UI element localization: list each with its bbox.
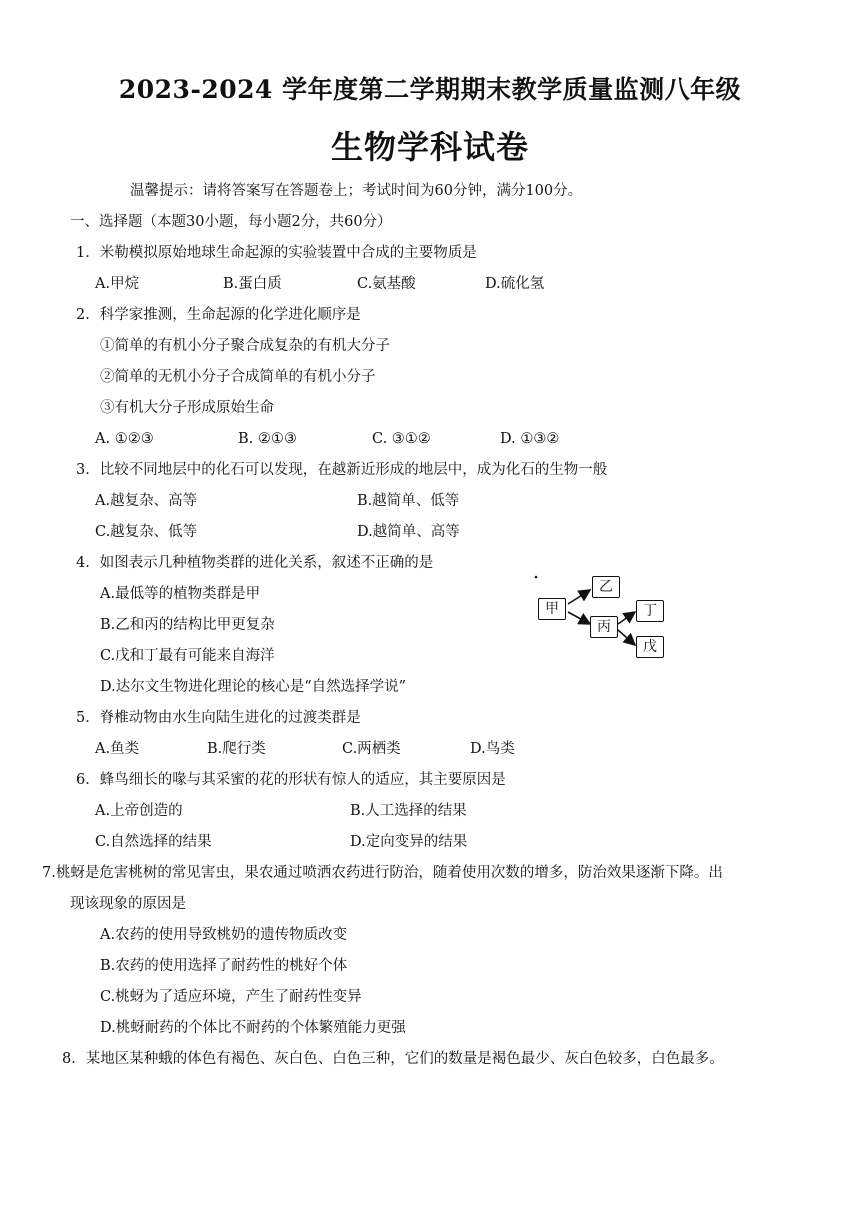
diagram-dot	[535, 576, 538, 579]
question-7-option-a: A.农药的使用导致桃奶的遗传物质改变	[100, 927, 348, 943]
question-5-stem: 5．脊椎动物由水生向陆生进化的过渡类群是	[76, 710, 361, 726]
question-1-option-a: A.甲烷	[95, 276, 140, 292]
question-3-stem: 3．比较不同地层中的化石可以发现，在越新近形成的地层中，成为化石的生物一般	[76, 462, 608, 478]
question-1-option-b: B.蛋白质	[223, 276, 282, 292]
question-2-option-a: A. ①②③	[95, 431, 154, 447]
question-1-stem: 1．米勒模拟原始地球生命起源的实验装置中合成的主要物质是	[76, 245, 477, 261]
arrow-jia-to-bing	[568, 612, 590, 624]
question-4-option-b: B.乙和丙的结构比甲更复杂	[100, 617, 275, 633]
exam-title: 2023-2024 学年度第二学期期末教学质量监测八年级	[118, 75, 742, 104]
arrow-bing-to-wu	[618, 630, 635, 645]
question-6-option-d: D.定向变异的结果	[350, 834, 468, 850]
plant-evolution-diagram	[528, 570, 678, 670]
question-6-option-a: A.上帝创造的	[95, 803, 183, 819]
question-7-option-d: D.桃蚜耐药的个体比不耐药的个体繁殖能力更强	[100, 1020, 406, 1036]
question-2-item-3: ③有机大分子形成原始生命	[100, 400, 274, 416]
question-5-option-d: D.鸟类	[470, 741, 515, 757]
question-3-option-d: D.越简单、高等	[357, 524, 460, 540]
question-5-option-c: C.两栖类	[342, 741, 401, 757]
diagram-node-yi: 乙	[592, 576, 620, 598]
question-2-item-2: ②简单的无机小分子合成简单的有机小分子	[100, 369, 376, 385]
question-3-option-b: B.越简单、低等	[357, 493, 460, 509]
diagram-node-jia: 甲	[538, 598, 566, 620]
question-2-item-1: ①简单的有机小分子聚合成复杂的有机大分子	[100, 338, 390, 354]
exam-subject-title: 生物学科试卷	[330, 128, 529, 166]
question-4-stem: 4．如图表示几种植物类群的进化关系，叙述不正确的是	[76, 555, 434, 571]
question-7-stem-line1: 7.桃蚜是危害桃树的常见害虫，果农通过喷洒农药进行防治，随着使用次数的增多，防治效果逐渐下降。出	[42, 865, 723, 881]
question-8-stem: 8．某地区某种蛾的体色有褐色、灰白色、白色三种，它们的数量是褐色最少、灰白色较多，白色最多。	[62, 1051, 724, 1067]
question-6-stem: 6．蜂鸟细长的喙与其采蜜的花的形状有惊人的适应，其主要原因是	[76, 772, 506, 788]
question-1-option-c: C.氨基酸	[357, 276, 416, 292]
question-2-option-d: D. ①③②	[500, 431, 560, 447]
question-1-option-d: D.硫化氢	[485, 276, 545, 292]
exam-tip: 温馨提示：请将答案写在答题卷上；考试时间为60分钟，满分100分。	[130, 183, 583, 199]
question-3-option-a: A.越复杂、高等	[95, 493, 198, 509]
section-heading: 一、选择题（本题30小题，每小题2分，共60分）	[70, 214, 392, 230]
question-5-option-b: B.爬行类	[207, 741, 266, 757]
question-7-option-b: B.农药的使用选择了耐药性的桃好个体	[100, 958, 348, 974]
question-4-option-d: D.达尔文生物进化理论的核心是“自然选择学说”	[100, 679, 407, 695]
question-6-option-c: C.自然选择的结果	[95, 834, 212, 850]
diagram-node-bing: 丙	[590, 616, 618, 638]
question-2-option-b: B. ②①③	[238, 431, 297, 447]
arrow-bing-to-ding	[618, 612, 635, 624]
question-2-option-c: C. ③①②	[372, 431, 431, 447]
question-4-option-a: A.最低等的植物类群是甲	[100, 586, 261, 602]
diagram-node-wu: 戊	[636, 636, 664, 658]
question-6-option-b: B.人工选择的结果	[350, 803, 467, 819]
arrow-jia-to-yi	[568, 590, 590, 604]
question-5-option-a: A.鱼类	[95, 741, 140, 757]
question-3-option-c: C.越复杂、低等	[95, 524, 198, 540]
question-7-option-c: C.桃蚜为了适应环境，产生了耐药性变异	[100, 989, 362, 1005]
question-2-stem: 2．科学家推测，生命起源的化学进化顺序是	[76, 307, 361, 323]
question-7-stem-line2: 现该现象的原因是	[70, 896, 186, 912]
question-4-option-c: C.戊和丁最有可能来自海洋	[100, 648, 275, 664]
diagram-node-ding: 丁	[636, 600, 664, 622]
